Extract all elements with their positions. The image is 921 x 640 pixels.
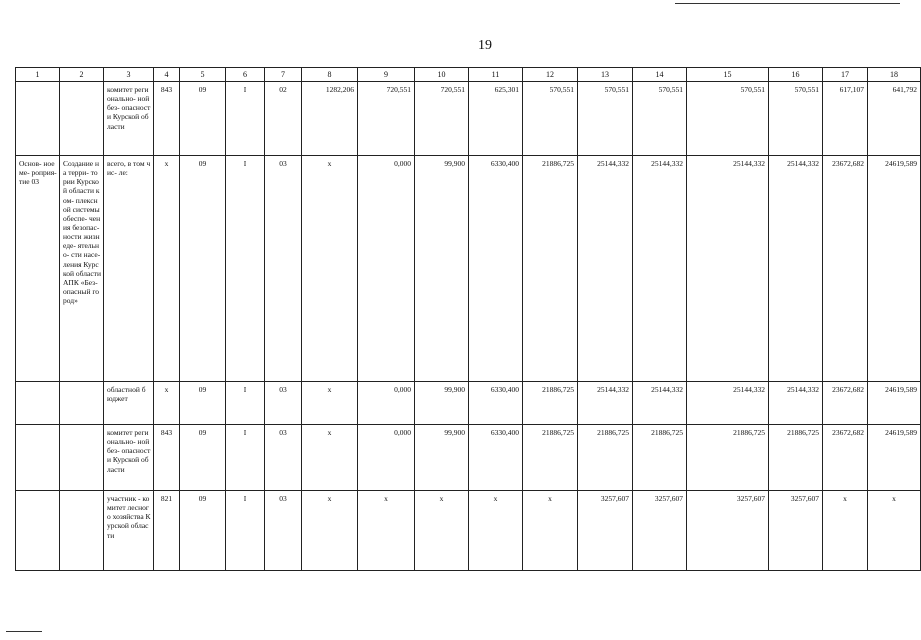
value-cell: 99,900 xyxy=(415,382,469,425)
col-header: 8 xyxy=(302,68,358,82)
code-cell: 03 xyxy=(265,425,302,491)
code-cell: 09 xyxy=(180,82,226,156)
measure-cell xyxy=(16,425,60,491)
code-cell: 03 xyxy=(265,382,302,425)
col-header: 1 xyxy=(16,68,60,82)
value-cell: 21886,725 xyxy=(633,425,687,491)
table-row xyxy=(16,491,921,571)
code-cell: I xyxy=(226,82,265,156)
col-header: 2 xyxy=(60,68,104,82)
value-cell: 21886,725 xyxy=(523,156,578,382)
value-cell: х xyxy=(358,491,415,571)
measure-cell xyxy=(16,82,60,156)
col-header: 7 xyxy=(265,68,302,82)
value-cell: 570,551 xyxy=(578,82,633,156)
value-cell: 21886,725 xyxy=(687,425,769,491)
value-cell: 6330,400 xyxy=(469,382,523,425)
value-cell: 21886,725 xyxy=(523,382,578,425)
table-row xyxy=(16,82,921,156)
code-cell: I xyxy=(226,156,265,382)
value-cell: 641,792 xyxy=(868,82,921,156)
executor-cell: комитет регионально- ной без- опасности Курской области xyxy=(104,425,154,491)
value-cell: 3257,607 xyxy=(687,491,769,571)
col-header: 12 xyxy=(523,68,578,82)
table-row xyxy=(16,156,921,382)
col-header: 17 xyxy=(823,68,868,82)
code-cell: 03 xyxy=(265,156,302,382)
col-header: 15 xyxy=(687,68,769,82)
value-cell: 570,551 xyxy=(523,82,578,156)
executor-cell: комитет регионально- ной без- опасности Курской области xyxy=(104,82,154,156)
code-cell: I xyxy=(226,382,265,425)
value-cell: 625,301 xyxy=(469,82,523,156)
value-cell: 1282,206 xyxy=(302,82,358,156)
value-cell: 99,900 xyxy=(415,425,469,491)
description-cell xyxy=(60,425,104,491)
value-cell: 25144,332 xyxy=(578,156,633,382)
value-cell: 25144,332 xyxy=(687,382,769,425)
value-cell: 6330,400 xyxy=(469,425,523,491)
value-cell: х xyxy=(415,491,469,571)
col-header: 5 xyxy=(180,68,226,82)
col-header: 16 xyxy=(769,68,823,82)
footer-rule xyxy=(6,631,42,632)
page-number: 19 xyxy=(478,38,492,53)
value-cell: 3257,607 xyxy=(769,491,823,571)
value-cell: 25144,332 xyxy=(578,382,633,425)
header-rule xyxy=(675,3,900,4)
value-cell: х xyxy=(302,156,358,382)
code-cell: 09 xyxy=(180,425,226,491)
code-cell: 09 xyxy=(180,382,226,425)
code-cell: х xyxy=(154,382,180,425)
value-cell: 21886,725 xyxy=(769,425,823,491)
code-cell: 09 xyxy=(180,156,226,382)
code-cell: 03 xyxy=(265,491,302,571)
col-header: 4 xyxy=(154,68,180,82)
value-cell: х xyxy=(523,491,578,571)
code-cell: I xyxy=(226,425,265,491)
value-cell: 23672,682 xyxy=(823,382,868,425)
description-cell xyxy=(60,382,104,425)
value-cell: 6330,400 xyxy=(469,156,523,382)
description-cell: Создание на терри- тории Курской области ком- плексной системы обеспе- чения безопас- ности жизнеде- ятельно- сти насе- ления Курской области АПК «Без- опасный город» xyxy=(60,156,104,382)
value-cell: 99,900 xyxy=(415,156,469,382)
col-header: 11 xyxy=(469,68,523,82)
code-cell: 843 xyxy=(154,82,180,156)
col-header: 10 xyxy=(415,68,469,82)
value-cell: 3257,607 xyxy=(578,491,633,571)
value-cell: 720,551 xyxy=(358,82,415,156)
code-cell: 821 xyxy=(154,491,180,571)
code-cell: 02 xyxy=(265,82,302,156)
value-cell: 25144,332 xyxy=(633,382,687,425)
value-cell: 570,551 xyxy=(769,82,823,156)
value-cell: 24619,589 xyxy=(868,425,921,491)
value-cell: 21886,725 xyxy=(578,425,633,491)
value-cell: 25144,332 xyxy=(633,156,687,382)
col-header: 3 xyxy=(104,68,154,82)
value-cell: 24619,589 xyxy=(868,156,921,382)
value-cell: 570,551 xyxy=(633,82,687,156)
value-cell: х xyxy=(868,491,921,571)
col-header: 13 xyxy=(578,68,633,82)
budget-table xyxy=(15,67,921,571)
code-cell: 09 xyxy=(180,491,226,571)
value-cell: х xyxy=(302,382,358,425)
measure-cell xyxy=(16,382,60,425)
measure-cell xyxy=(16,491,60,571)
value-cell: 21886,725 xyxy=(523,425,578,491)
value-cell: 25144,332 xyxy=(687,156,769,382)
table-row xyxy=(16,382,921,425)
value-cell: х xyxy=(302,491,358,571)
value-cell: 23672,682 xyxy=(823,425,868,491)
value-cell: х xyxy=(469,491,523,571)
value-cell: 23672,682 xyxy=(823,156,868,382)
executor-cell: всего, в том чис- ле: xyxy=(104,156,154,382)
value-cell: х xyxy=(823,491,868,571)
value-cell: х xyxy=(302,425,358,491)
value-cell: 25144,332 xyxy=(769,156,823,382)
code-cell: х xyxy=(154,156,180,382)
code-cell: I xyxy=(226,491,265,571)
value-cell: 24619,589 xyxy=(868,382,921,425)
col-header: 6 xyxy=(226,68,265,82)
header-row xyxy=(16,68,921,82)
value-cell: 0,000 xyxy=(358,425,415,491)
measure-cell: Основ- ное ме- роприя- тие 03 xyxy=(16,156,60,382)
col-header: 18 xyxy=(868,68,921,82)
executor-cell: областной бюджет xyxy=(104,382,154,425)
value-cell: 3257,607 xyxy=(633,491,687,571)
executor-cell: участник - комитет лесного хозяйства Курской области xyxy=(104,491,154,571)
col-header: 9 xyxy=(358,68,415,82)
description-cell xyxy=(60,491,104,571)
value-cell: 570,551 xyxy=(687,82,769,156)
value-cell: 0,000 xyxy=(358,382,415,425)
value-cell: 25144,332 xyxy=(769,382,823,425)
value-cell: 720,551 xyxy=(415,82,469,156)
code-cell: 843 xyxy=(154,425,180,491)
value-cell: 0,000 xyxy=(358,156,415,382)
value-cell: 617,107 xyxy=(823,82,868,156)
col-header: 14 xyxy=(633,68,687,82)
table-row xyxy=(16,425,921,491)
description-cell xyxy=(60,82,104,156)
